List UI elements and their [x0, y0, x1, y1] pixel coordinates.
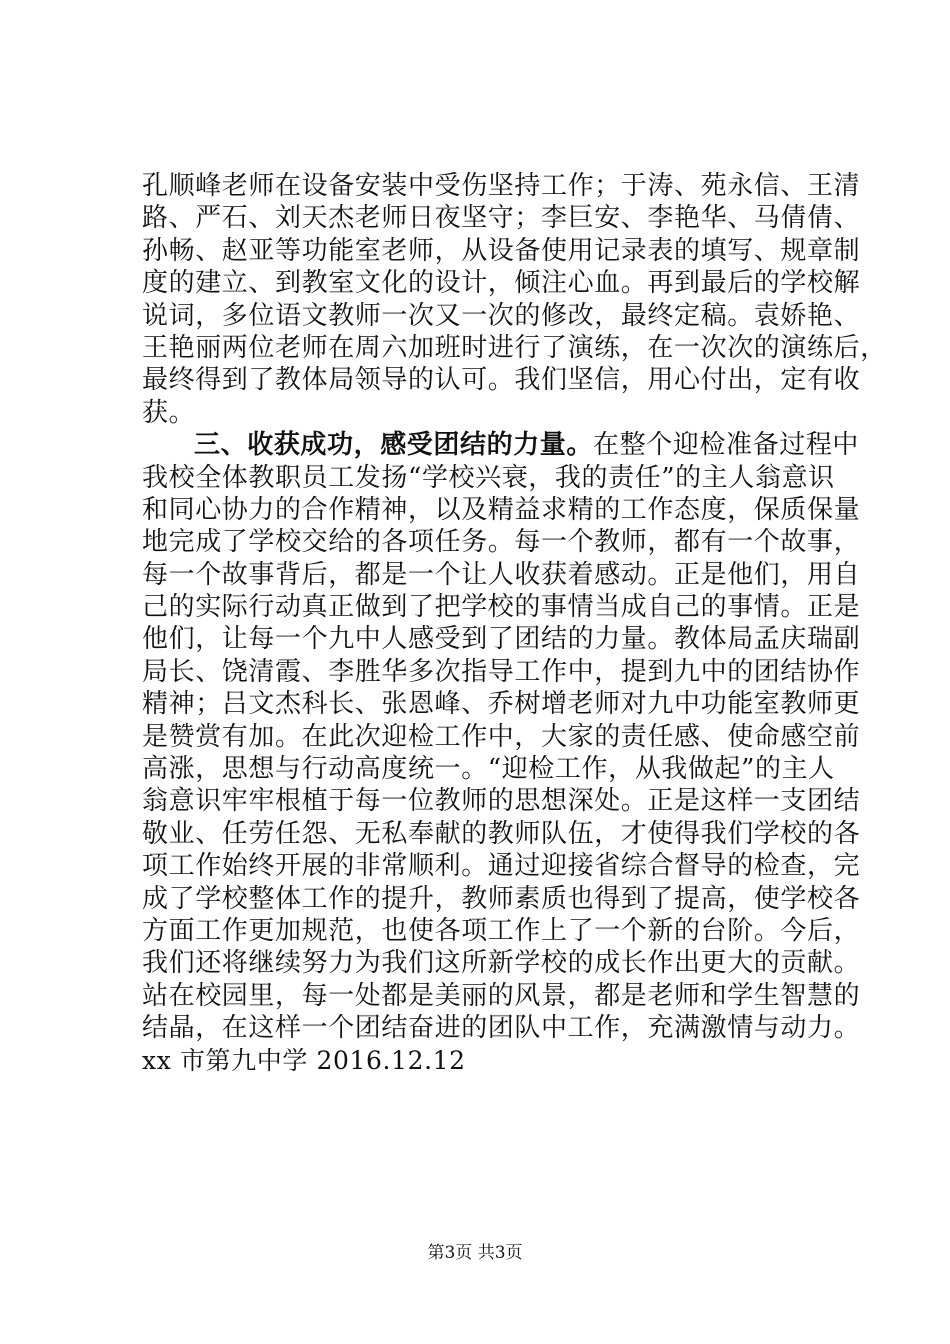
text-line: 地完成了学校交给的各项任务。每一个教师，都有一个故事， [142, 527, 861, 558]
text-line: 项工作始终开展的非常顺利。通过迎接省综合督导的检查，完 [142, 851, 861, 882]
text-line: 每一个故事背后，都是一个让人收获着感动。正是他们，用自 [142, 559, 861, 590]
text-line: 获。 [142, 397, 196, 428]
signature-line: xx 市第九中学 2016.12.12 [142, 1045, 466, 1075]
text-line: 孙畅、赵亚等功能室老师，从设备使用记录表的填写、规章制 [142, 235, 861, 266]
text-line: 说词，多位语文教师一次又一次的修改，最终定稿。袁娇艳、 [142, 300, 861, 331]
text-line: 我们还将继续努力为我们这所新学校的成长作出更大的贡献。 [142, 948, 861, 979]
text-line: 是赞赏有加。在此次迎检工作中，大家的责任感、使命感空前 [142, 721, 861, 752]
section-3-first-line-text: 在整个迎检准备过程中 [593, 430, 860, 461]
text-line: 孔顺峰老师在设备安装中受伤坚持工作；于涛、苑永信、王清 [142, 171, 861, 201]
page-footer: 第3页 共3页 [427, 1243, 523, 1263]
text-line: 结晶，在这样一个团结奋进的团队中工作，充满激情与动力。 [142, 1013, 861, 1044]
text-line: 他们，让每一个九中人感受到了团结的力量。教体局孟庆瑞副 [142, 624, 861, 655]
document-body [142, 170, 887, 1077]
text-line: 王艳丽两位老师在周六加班时进行了演练，在一次次的演练后， [142, 332, 887, 363]
text-line: 和同心协力的合作精神，以及精益求精的工作态度，保质保量 [142, 494, 861, 525]
text-line: 局长、饶清霞、李胜华多次指导工作中，提到九中的团结协作 [142, 656, 861, 687]
text-line: 路、严石、刘天杰老师日夜坚守；李巨安、李艳华、马倩倩、 [142, 203, 861, 234]
text-line: 己的实际行动真正做到了把学校的事情当成自己的事情。正是 [142, 592, 861, 623]
text-line: 度的建立、到教室文化的设计，倾注心血。再到最后的学校解 [142, 268, 861, 299]
text-line: 精神；吕文杰科长、张恩峰、乔树增老师对九中功能室教师更 [142, 689, 861, 720]
text-line: 翁意识牢牢根植于每一位教师的思想深处。正是这样一支团结 [142, 786, 861, 817]
text-line: 站在校园里，每一处都是美丽的风景，都是老师和学生智慧的 [142, 980, 861, 1011]
text-line: 高涨，思想与行动高度统一。“迎检工作，从我做起”的主人 [142, 754, 835, 785]
text-line: 我校全体教职员工发扬“学校兴衰，我的责任”的主人翁意识 [142, 462, 835, 493]
text-line: 最终得到了教体局领导的认可。我们坚信，用心付出，定有收 [142, 365, 861, 396]
section-3-heading: 三、收获成功，感受团结的力量。 [194, 430, 594, 461]
section-3-first-line [142, 429, 860, 461]
text-line: 成了学校整体工作的提升，教师素质也得到了提高，使学校各 [142, 883, 861, 914]
text-line: 方面工作更加规范，也使各项工作上了一个新的台阶。今后， [142, 915, 861, 946]
text-line: 敬业、任劳任怨、无私奉献的教师队伍，才使得我们学校的各 [142, 818, 861, 849]
